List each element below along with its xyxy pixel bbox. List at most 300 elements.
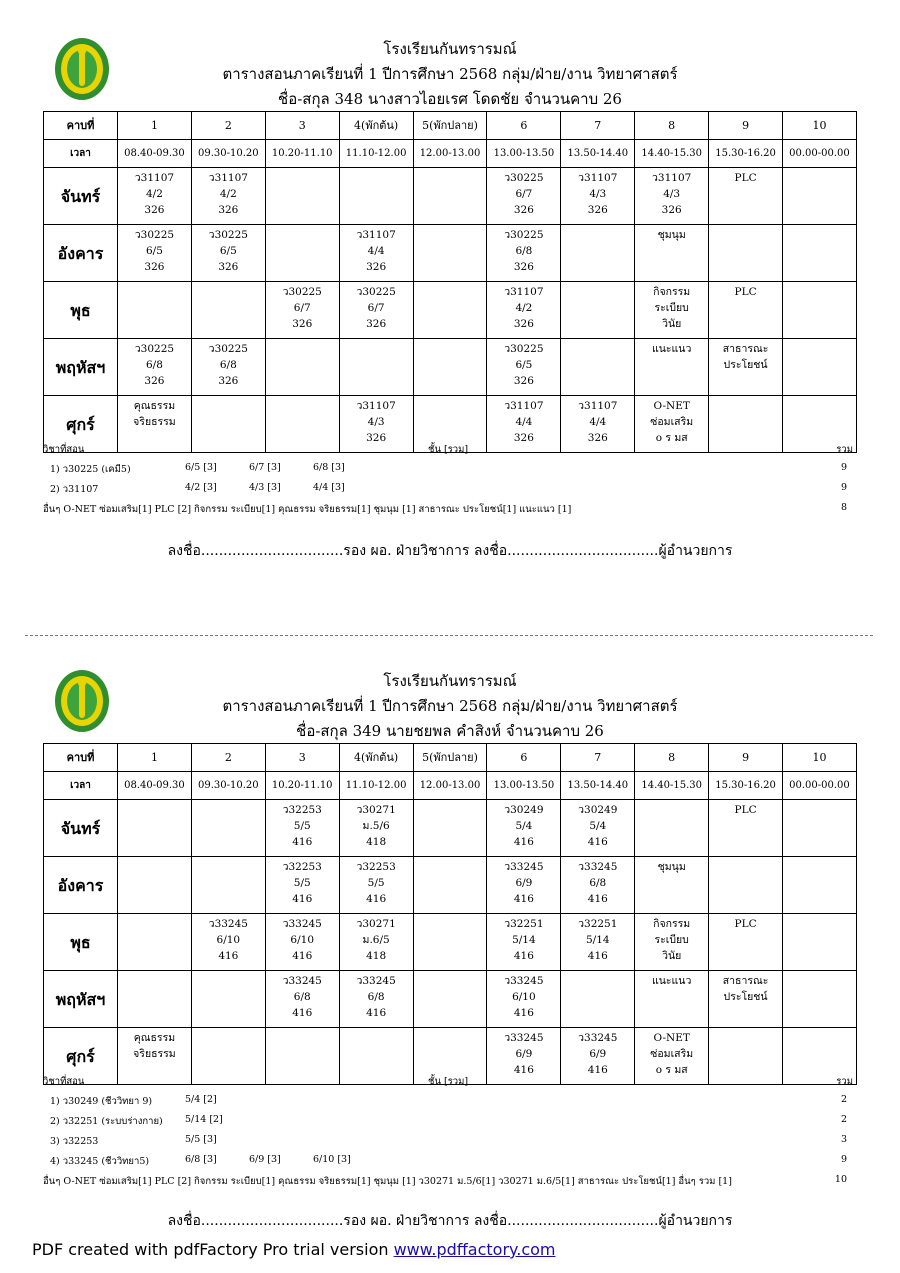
schedule-cell (709, 914, 783, 971)
cell-line: 5/5 (293, 820, 311, 832)
cell-line: 4/4 (367, 245, 385, 257)
cell-line: 6/9 (515, 1048, 533, 1060)
cell-line: 418 (366, 836, 387, 848)
cell-line: O-NET (653, 1032, 690, 1044)
schedule-cell (487, 282, 561, 339)
period-header-row (44, 744, 857, 772)
cell-line: 416 (513, 836, 534, 848)
cell-line: o ร มส (655, 1064, 688, 1076)
cell-line: 326 (587, 432, 608, 444)
cell-line: 326 (587, 204, 608, 216)
cell-line: แนะแนว (651, 343, 692, 355)
day-name: ศุกร์ (44, 396, 118, 453)
schedule-cell (191, 282, 265, 339)
schedule-cell (709, 168, 783, 225)
cell-line: 416 (366, 1007, 387, 1019)
cell-line: 326 (366, 261, 387, 273)
cell-line: วินัย (662, 950, 682, 962)
cell-line: ว33245 (578, 861, 618, 873)
day-row (44, 168, 857, 225)
time-slot: 08.40-09.30 (118, 140, 192, 168)
period-header: 6 (487, 112, 561, 140)
cell-line: PLC (734, 804, 757, 816)
cell-line: ชุมนุม (657, 861, 686, 873)
cell-line: 4/4 (515, 416, 533, 428)
subject-name: 2) ว32251 (ระบบร่างกาย) (50, 1116, 163, 1127)
cell-line: 4/2 (145, 188, 163, 200)
period-header: 4(พักต้น) (339, 744, 413, 772)
schedule-cell (635, 914, 709, 971)
cell-line: จริยธรรม (133, 416, 176, 428)
day-row (44, 282, 857, 339)
cell-line: 326 (366, 318, 387, 330)
cell-line: คุณธรรม (133, 1032, 176, 1044)
schedule-cell (118, 225, 192, 282)
schedule-cell (118, 339, 192, 396)
cell-line: PLC (734, 918, 757, 930)
teacher-line: ชื่อ-สกุล 348 นางสาวไอยเรศ โดดชัย จำนวนคาบ 26 (278, 90, 622, 108)
schedule-cell (709, 282, 783, 339)
cell-line: 6/8 (589, 877, 607, 889)
subject-row (0, 1134, 900, 1148)
cell-line: ว32253 (282, 861, 322, 873)
summary-total-header: รวม (836, 444, 853, 455)
cell-line: วินัย (662, 318, 682, 330)
others-row (0, 502, 900, 516)
schedule-cell (339, 225, 413, 282)
cell-line: สาธารณะ (722, 975, 769, 987)
subject-total: 9 (840, 462, 847, 473)
cell-line: 326 (513, 261, 534, 273)
summary-header (0, 442, 900, 456)
schedule-cell (635, 339, 709, 396)
subject-class: 6/7 [3] (249, 462, 281, 473)
cell-line: ว30225 (208, 229, 248, 241)
cell-line: ว32253 (282, 804, 322, 816)
day-name: ศุกร์ (44, 1028, 118, 1085)
cell-line: 326 (218, 261, 239, 273)
schedule-cell (265, 168, 339, 225)
time-slot: 13.50-14.40 (561, 140, 635, 168)
day-name: อังคาร (44, 225, 118, 282)
schedule-cell (413, 168, 487, 225)
period-header: 9 (709, 112, 783, 140)
day-name: พุธ (44, 282, 118, 339)
schedule-cell (339, 857, 413, 914)
timetable (43, 743, 857, 1085)
schedule-cell (487, 339, 561, 396)
schedule-cell (635, 971, 709, 1028)
schedule-cell (413, 800, 487, 857)
schedule-cell (487, 225, 561, 282)
schedule-cell (265, 339, 339, 396)
subject-class: 5/4 [2] (185, 1094, 217, 1105)
cell-line: ว30249 (504, 804, 544, 816)
cell-line: ว32251 (504, 918, 544, 930)
cell-line: ว31107 (652, 172, 692, 184)
cell-line: ว32251 (578, 918, 618, 930)
subject-class: 4/4 [3] (313, 482, 345, 493)
time-slot: 13.50-14.40 (561, 772, 635, 800)
term-title: ตารางสอนภาคเรียนที่ 1 ปีการศึกษา 2568 กลุ่ม/ฝ่าย/งาน วิทยาศาสตร์ (222, 697, 678, 715)
cell-line: 6/10 (216, 934, 241, 946)
cell-line: ม.5/6 (362, 820, 390, 832)
cell-line: 416 (587, 893, 608, 905)
cell-line: ว32253 (356, 861, 396, 873)
cell-line: 416 (513, 1064, 534, 1076)
cell-line: 416 (513, 950, 534, 962)
schedule-cell (709, 225, 783, 282)
schedule-cell (191, 225, 265, 282)
cell-line: 5/4 (589, 820, 607, 832)
cell-line: PLC (734, 286, 757, 298)
cell-line: 416 (292, 1007, 313, 1019)
subject-class: 5/5 [3] (185, 1134, 217, 1145)
subject-name: 1) ว30225 (เคมี5) (50, 464, 131, 475)
schedule-cell (487, 971, 561, 1028)
cell-line: 6/8 (145, 359, 163, 371)
subject-class: 6/8 [3] (313, 462, 345, 473)
schedule-cell (783, 339, 857, 396)
cell-line: 5/4 (515, 820, 533, 832)
summary-total-header: รวม (836, 1076, 853, 1087)
cell-line: ว33245 (282, 918, 322, 930)
summary-subject-header: วิชาที่สอน (43, 1076, 85, 1087)
day-row (44, 971, 857, 1028)
cell-line: 416 (587, 1064, 608, 1076)
cell-line: ว30271 (356, 918, 396, 930)
cell-line: 416 (292, 950, 313, 962)
cell-line: ประโยชน์ (723, 991, 768, 1003)
time-label: เวลา (44, 140, 118, 168)
cell-line: ระเบียบ (654, 934, 689, 946)
schedule-cell (265, 914, 339, 971)
cell-line: ว30225 (282, 286, 322, 298)
schedule-cell (635, 857, 709, 914)
signature-line: ลงชื่อ................................รอง ผอ. ฝ่ายวิชาการ ลงชื่อ..................................ผู้อำนวยการ (167, 1213, 733, 1229)
cell-line: ประโยชน์ (723, 359, 768, 371)
cell-line: 6/7 (367, 302, 385, 314)
cell-line: 326 (513, 432, 534, 444)
schedule-cell (339, 971, 413, 1028)
cell-line: ว30225 (134, 229, 175, 241)
schedule-cell (413, 282, 487, 339)
subject-name: 3) ว32253 (50, 1136, 99, 1147)
schedule-cell (118, 914, 192, 971)
cell-line: ว31107 (578, 172, 618, 184)
schedule-cell (339, 282, 413, 339)
subject-class: 6/9 [3] (249, 1154, 281, 1165)
period-header: 4(พักต้น) (339, 112, 413, 140)
summary-class-header: ชั้น [รวม] (428, 1076, 469, 1087)
cell-line: 4/4 (589, 416, 607, 428)
cell-line: 6/8 (293, 991, 311, 1003)
period-header: 8 (635, 112, 709, 140)
cell-line: กิจกรรม (653, 918, 691, 930)
cell-line: คุณธรรม (133, 400, 176, 412)
subject-total: 2 (840, 1114, 847, 1125)
period-header-row (44, 112, 857, 140)
schedule-cell (191, 857, 265, 914)
schedule-cell (709, 971, 783, 1028)
schedule-cell (413, 914, 487, 971)
schedule-cell (191, 971, 265, 1028)
cell-line: ว30225 (208, 343, 248, 355)
schedule-cell (561, 857, 635, 914)
cell-line: ว33245 (282, 975, 322, 987)
schedule-cell (265, 282, 339, 339)
cell-line: 5/14 (585, 934, 610, 946)
cell-line: กิจกรรม (653, 286, 691, 298)
schedule-cell (561, 282, 635, 339)
schedule-cell (783, 914, 857, 971)
time-slot: 15.30-16.20 (709, 140, 783, 168)
schedule-cell (783, 800, 857, 857)
signature-line: ลงชื่อ................................รอง ผอ. ฝ่ายวิชาการ ลงชื่อ..................................ผู้อำนวยการ (167, 543, 733, 559)
period-header: 5(พักปลาย) (413, 112, 487, 140)
schedule-cell (339, 914, 413, 971)
schedule-cell (413, 339, 487, 396)
time-slot: 14.40-15.30 (635, 772, 709, 800)
page-separator (25, 635, 873, 636)
teacher-line: ชื่อ-สกุล 349 นายชยพล คำสิงห์ จำนวนคาบ 26 (296, 722, 604, 740)
schedule-cell (635, 168, 709, 225)
cell-line: 4/2 (515, 302, 533, 314)
cell-line: ว30271 (356, 804, 396, 816)
period-header: 1 (118, 744, 192, 772)
schedule-cell (783, 225, 857, 282)
schedule-cell (118, 168, 192, 225)
cell-line: ว33245 (504, 1032, 544, 1044)
schedule-cell (265, 971, 339, 1028)
day-name: จันทร์ (44, 800, 118, 857)
others-text: อื่นๆ O-NET ซ่อมเสริม[1] PLC [2] กิจกรรม ระเบียบ[1] คุณธรรม จริยธรรม[1] ชุมนุม [1] สาธารณะ ประโยชน์[1] แนะแนว [1] (43, 504, 572, 515)
time-slot: 11.10-12.00 (339, 772, 413, 800)
cell-line: จริยธรรม (133, 1048, 176, 1060)
schedule-cell (191, 168, 265, 225)
time-slot: 12.00-13.00 (413, 140, 487, 168)
summary-header (0, 1074, 900, 1088)
cell-line: ว33245 (504, 975, 544, 987)
cell-line: ชุมนุม (657, 229, 686, 241)
cell-line: 416 (366, 893, 387, 905)
subject-row (0, 1094, 900, 1108)
cell-line: 6/9 (589, 1048, 607, 1060)
cell-line: PLC (734, 172, 757, 184)
time-slot: 13.00-13.50 (487, 140, 561, 168)
cell-line: 416 (513, 1007, 534, 1019)
schedule-cell (191, 339, 265, 396)
cell-line: 416 (587, 836, 608, 848)
cell-line: 6/8 (219, 359, 237, 371)
cell-line: ว33245 (356, 975, 396, 987)
cell-line: แนะแนว (651, 975, 692, 987)
period-header: 9 (709, 744, 783, 772)
schedule-cell (487, 800, 561, 857)
cell-line: ว33245 (504, 861, 544, 873)
period-header: 3 (265, 744, 339, 772)
school-name: โรงเรียนกันทรารมณ์ (383, 40, 517, 58)
schedule-cell (487, 168, 561, 225)
footer-text: PDF created with pdfFactory Pro trial version (32, 1240, 394, 1259)
cell-line: ว31107 (504, 286, 544, 298)
cell-line: 6/5 (515, 359, 533, 371)
cell-line: 326 (661, 204, 682, 216)
cell-line: 6/9 (515, 877, 533, 889)
cell-line: 4/3 (367, 416, 385, 428)
day-row (44, 857, 857, 914)
subject-row (0, 1154, 900, 1168)
cell-line: ซ่อมเสริม (650, 1048, 694, 1060)
schedule-cell (191, 914, 265, 971)
cell-line: 326 (366, 432, 387, 444)
cell-line: ว31107 (208, 172, 248, 184)
time-slot: 12.00-13.00 (413, 772, 487, 800)
time-slot: 09.30-10.20 (191, 140, 265, 168)
period-label: คาบที่ (44, 112, 118, 140)
cell-line: 4/2 (219, 188, 237, 200)
day-name: พฤหัสฯ (44, 339, 118, 396)
cell-line: 416 (292, 836, 313, 848)
schedule-cell (561, 800, 635, 857)
period-header: 8 (635, 744, 709, 772)
cell-line: 418 (366, 950, 387, 962)
time-row (44, 140, 857, 168)
schedule-cell (413, 971, 487, 1028)
cell-line: 326 (292, 318, 313, 330)
schedule-cell (118, 971, 192, 1028)
footer-link[interactable]: www.pdffactory.com (393, 1240, 556, 1259)
schedule-cell (783, 168, 857, 225)
cell-line: 6/5 (219, 245, 237, 257)
time-slot: 08.40-09.30 (118, 772, 192, 800)
subject-class: 6/10 [3] (313, 1154, 351, 1165)
cell-line: ว30225 (134, 343, 175, 355)
period-header: 10 (783, 744, 857, 772)
cell-line: 416 (513, 893, 534, 905)
schedule-cell (118, 282, 192, 339)
cell-line: 6/8 (515, 245, 533, 257)
day-name: พฤหัสฯ (44, 971, 118, 1028)
cell-line: ว30225 (504, 229, 544, 241)
schedule-cell (191, 800, 265, 857)
term-title: ตารางสอนภาคเรียนที่ 1 ปีการศึกษา 2568 กลุ่ม/ฝ่าย/งาน วิทยาศาสตร์ (222, 65, 678, 83)
cell-line: 416 (587, 950, 608, 962)
day-name: จันทร์ (44, 168, 118, 225)
schedule-cell (561, 339, 635, 396)
cell-line: 5/5 (367, 877, 385, 889)
subject-name: 1) ว30249 (ชีววิทยา 9) (50, 1096, 153, 1107)
schedule-cell (339, 800, 413, 857)
schedule-cell (783, 971, 857, 1028)
subject-name: 2) ว31107 (50, 484, 99, 495)
cell-line: 6/10 (512, 991, 536, 1003)
pdf-footer (32, 1240, 556, 1259)
time-slot: 15.30-16.20 (709, 772, 783, 800)
schedule-cell (635, 800, 709, 857)
cell-line: 326 (218, 375, 239, 387)
schedule-cell (561, 168, 635, 225)
period-header: 7 (561, 112, 635, 140)
subject-class: 5/14 [2] (185, 1114, 223, 1125)
schedule-cell (561, 225, 635, 282)
others-total: 8 (840, 502, 847, 513)
cell-line: o ร มส (655, 432, 688, 444)
cell-line: 6/5 (145, 245, 163, 257)
schedule-cell (339, 339, 413, 396)
subject-class: 6/8 [3] (185, 1154, 217, 1165)
cell-line: 326 (218, 204, 239, 216)
cell-line: ว30225 (356, 286, 396, 298)
time-slot: 09.30-10.20 (191, 772, 265, 800)
cell-line: ระเบียบ (654, 302, 689, 314)
schedule-cell (413, 857, 487, 914)
day-name: พุธ (44, 914, 118, 971)
time-slot: 00.00-00.00 (783, 140, 857, 168)
cell-line: ว33245 (578, 1032, 618, 1044)
schedule-cell (339, 168, 413, 225)
time-slot: 10.20-11.10 (265, 140, 339, 168)
cell-line: ว33245 (208, 918, 248, 930)
subject-class: 6/5 [3] (185, 462, 217, 473)
cell-line: สาธารณะ (722, 343, 769, 355)
subject-row (0, 1114, 900, 1128)
cell-line: 416 (292, 893, 313, 905)
subject-row (0, 462, 900, 476)
period-header: 3 (265, 112, 339, 140)
schedule-cell (487, 857, 561, 914)
period-header: 5(พักปลาย) (413, 744, 487, 772)
cell-line: ว30249 (578, 804, 618, 816)
schedule-cell (561, 914, 635, 971)
summary-subject-header: วิชาที่สอน (43, 444, 85, 455)
period-header: 6 (487, 744, 561, 772)
cell-line: 416 (218, 950, 239, 962)
schedule-cell (709, 857, 783, 914)
time-slot: 11.10-12.00 (339, 140, 413, 168)
schedule-cell (561, 971, 635, 1028)
cell-line: 6/7 (293, 302, 311, 314)
subject-total: 2 (840, 1094, 847, 1105)
cell-line: 326 (513, 318, 534, 330)
cell-line: 6/8 (367, 991, 385, 1003)
day-row (44, 800, 857, 857)
time-slot: 14.40-15.30 (635, 140, 709, 168)
cell-line: O-NET (653, 400, 690, 412)
schedule-cell (265, 225, 339, 282)
cell-line: 5/14 (512, 934, 536, 946)
cell-line: ว31107 (578, 400, 618, 412)
day-row (44, 339, 857, 396)
others-text: อื่นๆ O-NET ซ่อมเสริม[1] PLC [2] กิจกรรม ระเบียบ[1] คุณธรรม จริยธรรม[1] ชุมนุม [1] ว30271 ม.5/6[1] ว30271 ม.6/5[1] สาธารณะ ประโยชน์[1] อื่นๆ รวม [1] (43, 1176, 732, 1187)
schedule-cell (118, 857, 192, 914)
schedule-cell (487, 914, 561, 971)
cell-line: 326 (513, 375, 534, 387)
subject-class: 4/3 [3] (249, 482, 281, 493)
cell-line: ว31107 (504, 400, 544, 412)
period-header: 10 (783, 112, 857, 140)
cell-line: 6/10 (290, 934, 315, 946)
cell-line: 4/3 (663, 188, 681, 200)
cell-line: 326 (144, 261, 165, 273)
period-header: 7 (561, 744, 635, 772)
cell-line: 326 (144, 375, 165, 387)
time-slot: 00.00-00.00 (783, 772, 857, 800)
day-row (44, 914, 857, 971)
time-label: เวลา (44, 772, 118, 800)
cell-line: 326 (144, 204, 165, 216)
others-row (0, 1174, 900, 1188)
